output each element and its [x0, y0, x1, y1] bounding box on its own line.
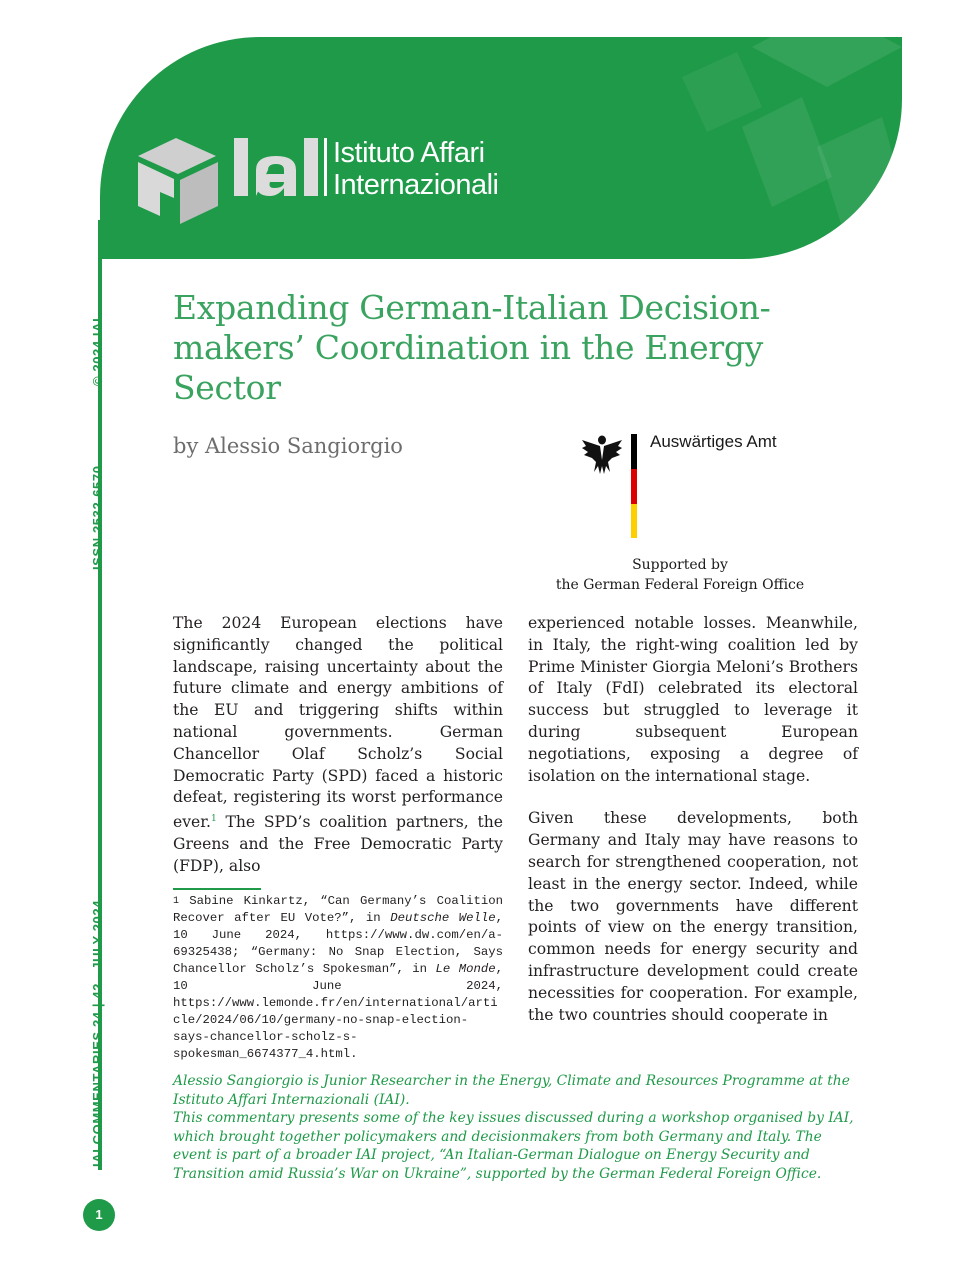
copyright-label: © 2024 IAI: [90, 317, 105, 386]
paragraph-text: The SPD’s coalition partners, the Greens and the Free Democratic Party (FDP), also: [173, 813, 503, 875]
footnote-text: Sabine Kinkartz, “Can Germany’s Coalition Recover after EU Vote?”, in: [173, 894, 503, 925]
issn-label: ISSN 2532-6570: [90, 465, 105, 570]
footnote-number: 1: [173, 896, 180, 907]
institute-name-line2: Internazionali: [333, 169, 499, 201]
page-number: 1: [83, 1199, 115, 1231]
bio-line: Alessio Sangiorgio is Junior Researcher in the Energy, Climate and Resources Programme at the Istituto Affari Internazionali (IAI).: [173, 1073, 850, 1108]
bio-line: This commentary presents some of the key issues discussed during a workshop organised by IAI, which brought together policymakers and decisionmakers from both Germany and Italy. The event is part of a broader IAI project, “An Italian-German Dialogue on Energy Security and Transition amid Russia’s War on Ukraine”, supported by the German Federal Foreign Office.: [173, 1110, 854, 1182]
footnote-ref[interactable]: 1: [210, 814, 217, 825]
footnote: [173, 893, 503, 1063]
footnote-text[interactable]: , 10 June 2024, https://www.dw.com/en/a-69325438; “Germany: No Snap Election, Says Chancellor Scholz’s Spokesman”, in: [173, 911, 504, 976]
footnote-text[interactable]: , 10 June 2024, https://www.lemonde.fr/en/international/article/2024/06/10/germany-no-snap-election-says-chancellor-scholz-s-spokesman_6674377_4.html.: [173, 962, 503, 1061]
body-column-left: [173, 613, 503, 899]
sponsor-caption-line1: Supported by: [632, 557, 728, 573]
federal-eagle-icon: [580, 430, 624, 476]
paragraph: Given these developments, both Germany and Italy may have reasons to search for strengthened cooperation, not least in the energy sector. Indeed, while the two governments have different points of view on the energy transition, common needs for energy security and infrastructure development could create necessities for cooperation. For example, the two countries should cooperate in: [528, 809, 858, 1024]
german-flag-stripe: [631, 434, 637, 538]
decorative-cube-pattern: [642, 37, 902, 259]
footnote-outlet: Le Monde: [435, 962, 496, 976]
author-bio: [173, 1072, 863, 1184]
series-label: IAI COMMENTARIES 24 | 42 - JULY 2024: [90, 899, 105, 1167]
paragraph-text: The 2024 European elections have significantly changed the political landscape, raising uncertainty about the future climate and energy ambitions of the EU and triggering shifts within national governments. German Chancellor Olaf Scholz’s Social Democratic Party (SPD) faced a historic defeat, registering its worst performance ever.: [173, 614, 503, 832]
paragraph: [173, 613, 503, 878]
body-column-right: [528, 613, 858, 1047]
footnote-divider: [173, 888, 261, 890]
sponsor-caption: [540, 555, 820, 595]
author-byline: by Alessio Sangiorgio: [173, 434, 403, 458]
paragraph: experienced notable losses. Meanwhile, in Italy, the right-wing coalition led by Prime Minister Giorgia Meloni’s Brothers of Italy (FdI) celebrated its electoral success but struggled to leverage it during subsequent European negotiations, exposing a degree of isolation on the international stage.: [528, 614, 858, 785]
iai-logo-cube-icon: [138, 128, 328, 228]
institute-name: [333, 137, 499, 201]
sponsor-name: Auswärtiges Amt: [650, 432, 777, 451]
institute-name-line1: Istituto Affari: [333, 137, 485, 169]
page-title: Expanding German-Italian Decision-makers’ Coordination in the Energy Sector: [173, 288, 771, 407]
sponsor-caption-line2: the German Federal Foreign Office: [555, 577, 805, 593]
footnote-outlet: Deutsche Welle: [390, 911, 496, 925]
